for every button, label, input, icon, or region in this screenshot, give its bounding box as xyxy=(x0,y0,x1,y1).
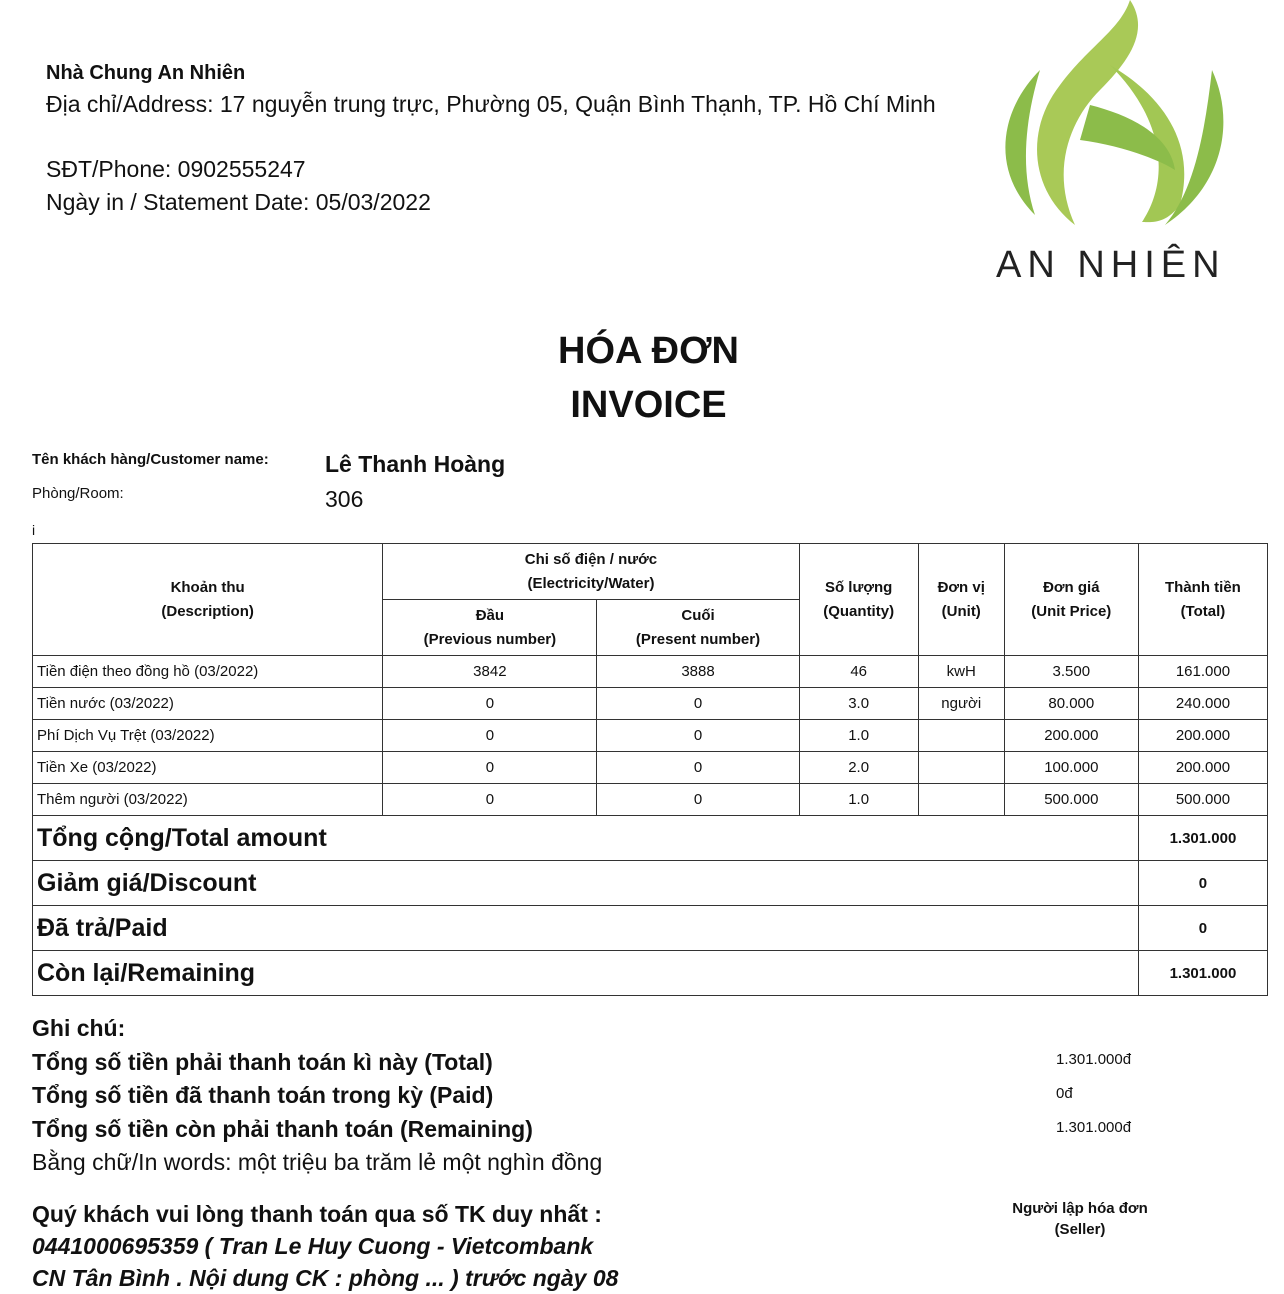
header-total: Thành tiền (Total) xyxy=(1138,544,1267,656)
header-present: Cuối (Present number) xyxy=(597,600,799,656)
summary-remaining-row xyxy=(33,951,1268,996)
notes-heading: Ghi chú: xyxy=(32,1015,126,1041)
cell-unit-price: 500.000 xyxy=(1004,784,1138,816)
room-number: 306 xyxy=(325,486,364,512)
seller-signature-block xyxy=(990,1198,1170,1240)
cell-unit-price: 200.000 xyxy=(1004,720,1138,752)
summary-remaining-value: 1.301.000 xyxy=(1138,951,1267,996)
notes-section xyxy=(32,1012,602,1180)
summary-total-row xyxy=(33,816,1268,861)
cell-total: 500.000 xyxy=(1138,784,1267,816)
notes-paid-value: 0đ xyxy=(1056,1085,1073,1102)
room-label: Phòng/Room: xyxy=(32,485,124,502)
table-row xyxy=(33,656,1268,688)
cell-description: Phí Dịch Vụ Trệt (03/2022) xyxy=(33,720,383,752)
cell-total: 161.000 xyxy=(1138,656,1267,688)
cell-quantity: 46 xyxy=(799,656,918,688)
leaf-left-icon xyxy=(1005,70,1040,215)
cell-unit xyxy=(918,784,1004,816)
cell-unit xyxy=(918,720,1004,752)
cell-previous: 0 xyxy=(383,784,597,816)
summary-paid-label: Đã trả/Paid xyxy=(33,906,1139,951)
header-description: Khoản thu (Description) xyxy=(33,544,383,656)
logo-text: AN NHIÊN xyxy=(996,244,1226,286)
table-row xyxy=(33,784,1268,816)
notes-values xyxy=(1056,1043,1131,1145)
company-address: Địa chỉ/Address: 17 nguyễn trung trực, Phường 05, Quận Bình Thạnh, TP. Hồ Chí Minh xyxy=(46,91,936,117)
cell-quantity: 2.0 xyxy=(799,752,918,784)
notes-total-value: 1.301.000đ xyxy=(1056,1051,1132,1068)
cell-total: 200.000 xyxy=(1138,752,1267,784)
invoice-title-vi: HÓA ĐƠN xyxy=(558,330,739,372)
summary-paid-row xyxy=(33,906,1268,951)
table-row xyxy=(33,688,1268,720)
cell-unit: người xyxy=(918,688,1004,720)
payment-content-line: CN Tân Bình . Nội dung CK : phòng ... ) trước ngày 08 xyxy=(32,1265,619,1291)
header-meter: Chi số điện / nước (Electricity/Water) xyxy=(383,544,799,600)
table-header-row xyxy=(33,544,1268,600)
cell-present: 0 xyxy=(597,720,799,752)
customer-name: Lê Thanh Hoàng xyxy=(325,451,506,477)
cell-present: 0 xyxy=(597,752,799,784)
cell-present: 0 xyxy=(597,784,799,816)
cell-quantity: 1.0 xyxy=(799,784,918,816)
notes-paid-label: Tổng số tiền đã thanh toán trong kỳ (Paid) xyxy=(32,1082,494,1108)
cell-present: 3888 xyxy=(597,656,799,688)
summary-discount-label: Giảm giá/Discount xyxy=(33,861,1139,906)
table-row xyxy=(33,720,1268,752)
summary-total-value: 1.301.000 xyxy=(1138,816,1267,861)
cell-previous: 0 xyxy=(383,720,597,752)
summary-discount-value: 0 xyxy=(1138,861,1267,906)
cell-total: 200.000 xyxy=(1138,720,1267,752)
cell-description: Tiền nước (03/2022) xyxy=(33,688,383,720)
cell-unit-price: 100.000 xyxy=(1004,752,1138,784)
notes-total-label: Tổng số tiền phải thanh toán kì này (Total) xyxy=(32,1048,493,1075)
header-unit-price: Đơn giá (Unit Price) xyxy=(1004,544,1138,656)
invoice-table xyxy=(32,543,1268,996)
statement-date: Ngày in / Statement Date: 05/03/2022 xyxy=(46,189,431,215)
cell-total: 240.000 xyxy=(1138,688,1267,720)
cell-unit-price: 3.500 xyxy=(1004,656,1138,688)
cell-unit: kwH xyxy=(918,656,1004,688)
notes-in-words: Bằng chữ/In words: một triệu ba trăm lẻ một nghìn đồng xyxy=(32,1149,603,1175)
summary-discount-row xyxy=(33,861,1268,906)
summary-remaining-label: Còn lại/Remaining xyxy=(33,951,1139,996)
cell-description: Thêm người (03/2022) xyxy=(33,784,383,816)
summary-total-label: Tổng cộng/Total amount xyxy=(33,816,1139,861)
customer-name-label: Tên khách hàng/Customer name: xyxy=(32,451,269,468)
header-unit: Đơn vị (Unit) xyxy=(918,544,1004,656)
cell-previous: 3842 xyxy=(383,656,597,688)
seller-label: Người lập hóa đơn xyxy=(1012,1200,1148,1217)
leaf-logo-icon xyxy=(980,0,1230,240)
cell-description: Tiền điện theo đồng hồ (03/2022) xyxy=(33,656,383,688)
stray-mark: i xyxy=(32,522,36,538)
header-quantity: Số lượng (Quantity) xyxy=(799,544,918,656)
cell-unit-price: 80.000 xyxy=(1004,688,1138,720)
cell-quantity: 3.0 xyxy=(799,688,918,720)
cell-present: 0 xyxy=(597,688,799,720)
notes-remaining-value: 1.301.000đ xyxy=(1056,1119,1132,1136)
cell-quantity: 1.0 xyxy=(799,720,918,752)
leaf-main-icon xyxy=(1037,0,1138,225)
seller-label-en: (Seller) xyxy=(1054,1221,1106,1238)
cell-previous: 0 xyxy=(383,688,597,720)
payment-instructions xyxy=(32,1198,618,1294)
notes-remaining-label: Tổng số tiền còn phải thanh toán (Remaining) xyxy=(32,1115,533,1142)
company-name: Nhà Chung An Nhiên xyxy=(46,62,246,84)
invoice-title-en: INVOICE xyxy=(570,384,727,426)
cell-description: Tiền Xe (03/2022) xyxy=(33,752,383,784)
cell-previous: 0 xyxy=(383,752,597,784)
payment-line-1: Quý khách vui lòng thanh toán qua số TK duy nhất : xyxy=(32,1201,602,1227)
company-logo xyxy=(980,0,1230,300)
cell-unit xyxy=(918,752,1004,784)
table-row xyxy=(33,752,1268,784)
summary-paid-value: 0 xyxy=(1138,906,1267,951)
company-phone: SĐT/Phone: 0902555247 xyxy=(46,156,306,182)
header-previous: Đầu (Previous number) xyxy=(383,600,597,656)
payment-account-line: 0441000695359 ( Tran Le Huy Cuong - Vietcombank xyxy=(32,1233,594,1259)
